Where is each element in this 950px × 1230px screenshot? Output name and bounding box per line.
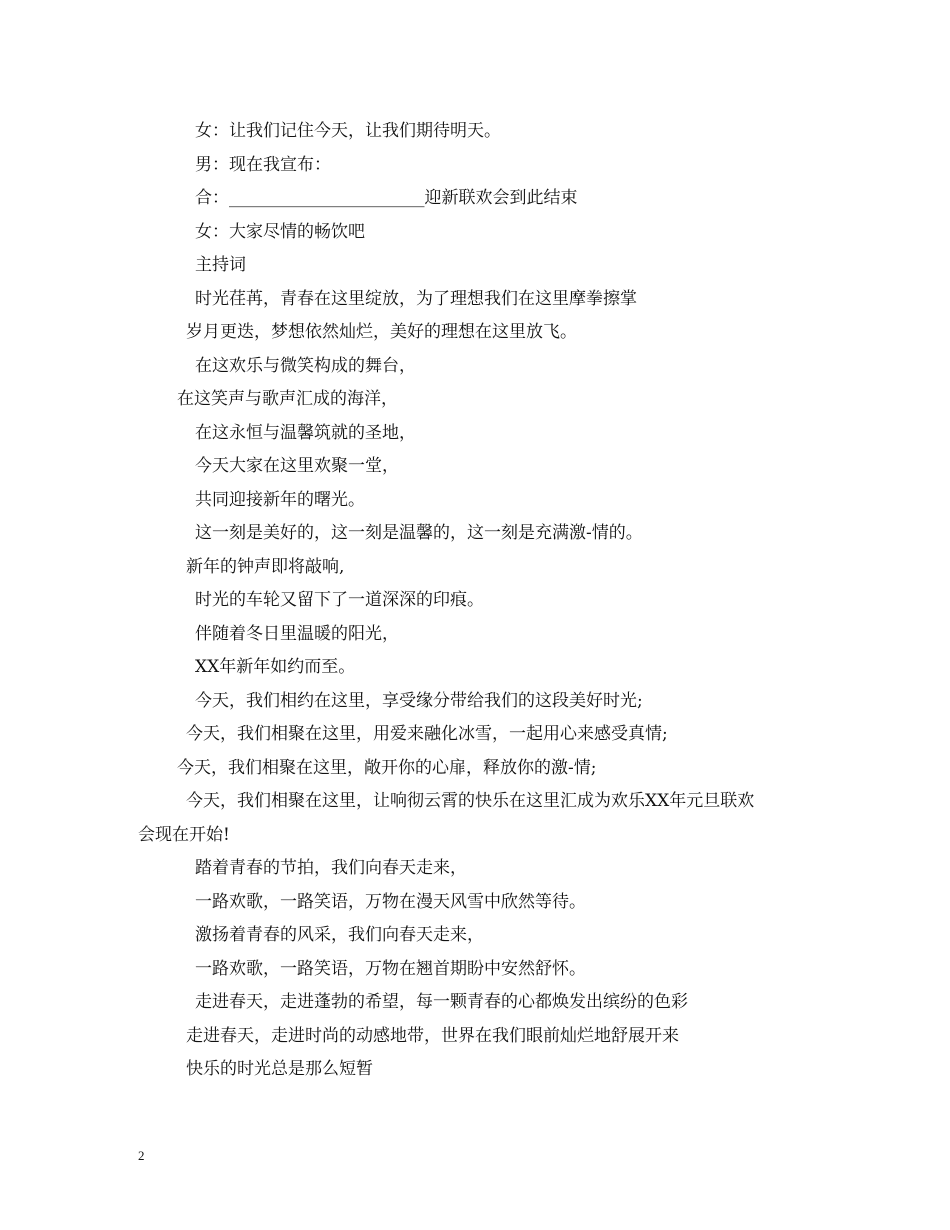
text-line: 会现在开始! (138, 825, 230, 845)
text-line: 今天，我们相约在这里，享受缘分带给我们的这段美好时光; (195, 691, 643, 711)
page-number: 2 (138, 1148, 145, 1163)
text-line: 今天，我们相聚在这里，敞开你的心扉，释放你的激-情; (177, 758, 597, 778)
text-line: 合：_______________________迎新联欢会到此结束 (195, 188, 578, 208)
text-line: 快乐的时光总是那么短暂 (186, 1059, 373, 1079)
text-line: 岁月更迭，梦想依然灿烂，美好的理想在这里放飞。 (186, 322, 577, 342)
text-line: 时光荏苒，青春在这里绽放，为了理想我们在这里摩拳擦掌 (195, 289, 637, 309)
text-line: 一路欢歌，一路笑语，万物在漫天风雪中欣然等待。 (195, 892, 586, 912)
text-line: 一路欢歌，一路笑语，万物在翘首期盼中安然舒怀。 (195, 959, 586, 979)
text-line: 在这笑声与歌声汇成的海洋， (177, 389, 398, 409)
text-line: 这一刻是美好的，这一刻是温馨的，这一刻是充满激-情的。 (195, 523, 643, 543)
text-line: 男：现在我宣布： (195, 155, 331, 175)
text-line: 新年的钟声即将敲响, (186, 557, 345, 577)
text-line: 女：让我们记住今天，让我们期待明天。 (195, 121, 501, 141)
text-line: 今天，我们相聚在这里，用爱来融化冰雪，一起用心来感受真情; (186, 724, 668, 744)
text-line: 激扬着青春的风采，我们向春天走来， (195, 925, 484, 945)
text-line: XX年新年如约而至。 (195, 657, 356, 677)
section-heading: 主持词 (195, 255, 246, 275)
text-line: 在这欢乐与微笑构成的舞台， (195, 356, 416, 376)
text-line: 今天大家在这里欢聚一堂， (195, 456, 399, 476)
text-line: 踏着青春的节拍，我们向春天走来， (195, 858, 467, 878)
text-line: 在这永恒与温馨筑就的圣地， (195, 423, 416, 443)
text-line: 走进春天，走进蓬勃的希望，每一颗青春的心都焕发出缤纷的色彩 (195, 992, 688, 1012)
text-line: 女：大家尽情的畅饮吧 (195, 222, 365, 242)
text-line: 走进春天，走进时尚的动感地带，世界在我们眼前灿烂地舒展开来 (186, 1026, 679, 1046)
text-line: 伴随着冬日里温暖的阳光， (195, 624, 399, 644)
text-line: 时光的车轮又留下了一道深深的印痕。 (195, 590, 484, 610)
text-line: 共同迎接新年的曙光。 (195, 490, 365, 510)
text-line: 今天，我们相聚在这里，让响彻云霄的快乐在这里汇成为欢乐XX年元旦联欢 (186, 791, 755, 811)
